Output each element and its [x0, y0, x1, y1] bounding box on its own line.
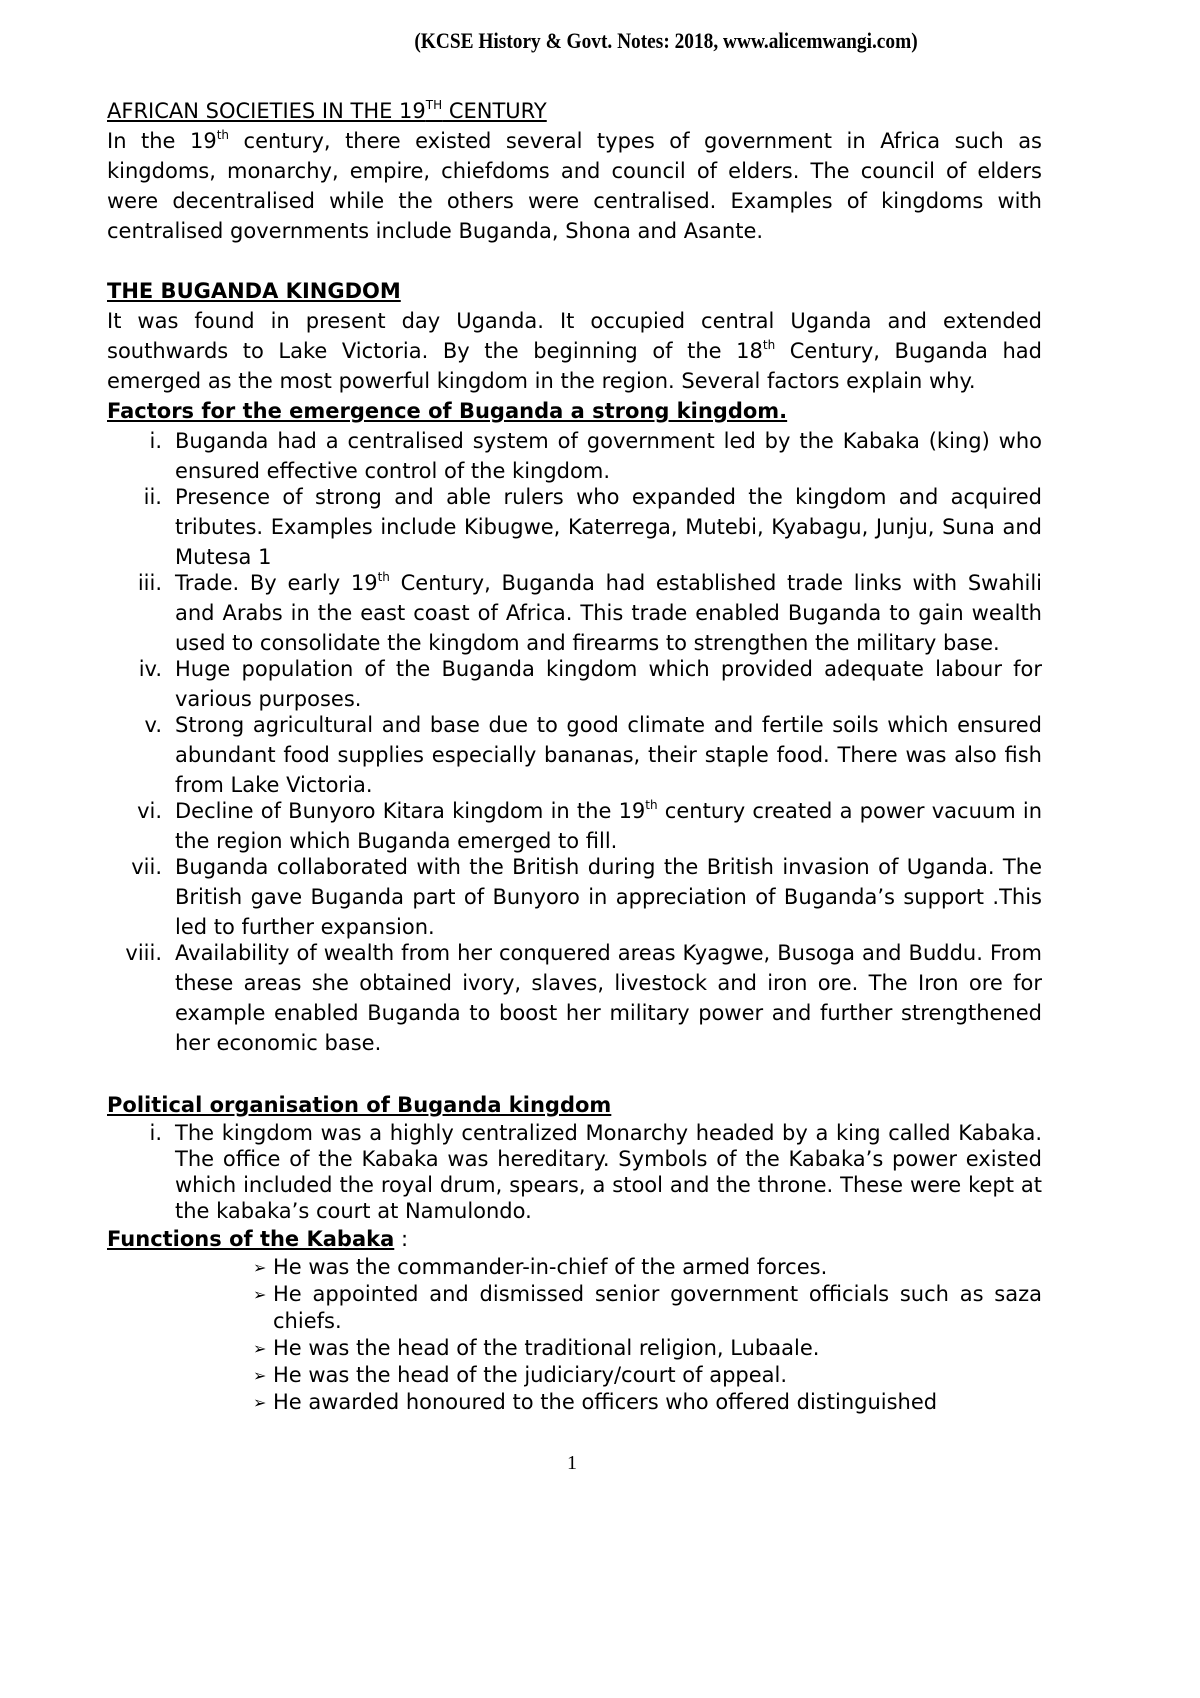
- arrow-bullet-icon: ➢: [253, 1339, 267, 1358]
- function-text: He was the head of the traditional religion, Lubaale.: [273, 1336, 820, 1360]
- function-text: He was the head of the judiciary/court of appeal.: [273, 1363, 788, 1387]
- buganda-paragraph: It was found in present day Uganda. It occupied central Uganda and extended southwards to Lake Victoria. By the beginning of the 18th Century, Buganda had emerged as the most powerful kingdom in the region. Several factors explain why.: [107, 309, 1042, 393]
- page-number: 1: [567, 1452, 577, 1474]
- text-part: century created a power vacuum in the region which Buganda emerged to fill.: [175, 799, 1042, 853]
- factor-item: [107, 796, 1042, 856]
- factor-text: [175, 426, 1042, 486]
- list-number: ii.: [143, 485, 162, 509]
- list-number: i.: [149, 1121, 162, 1145]
- text-part: Buganda had a centralised system of government led by the Kabaka (king) who ensured effective control of the kingdom.: [175, 429, 1042, 483]
- factor-item: [107, 710, 1042, 800]
- factor-text: [175, 568, 1042, 658]
- political-heading: Political organisation of Buganda kingdom: [107, 1093, 612, 1117]
- list-number: v.: [144, 713, 162, 737]
- function-item: [107, 1362, 1042, 1389]
- function-text: He awarded honoured to the officers who offered distinguished: [273, 1390, 938, 1414]
- text-part: Availability of wealth from her conquered areas Kyagwe, Busoga and Buddu. From these areas she obtained ivory, slaves, livestock and iron ore. The Iron ore for example enabled Buganda to boost her military power and further strengthened her economic base.: [175, 941, 1042, 1055]
- factor-text: [175, 938, 1042, 1058]
- document-body: AFRICAN SOCIETIES IN THE 19TH CENTURY In the 19th century, there existed several types of government in Africa such as kingdoms, monarchy, empire, chiefdoms and council of elders. The council of elders were decentralised while the others were centralised. Examples of kingdoms with centralised governments include Buganda, Shona and Asante. THE BUGANDA KINGDOM It was found in present day Uganda. It occupied central Uganda and extended southwards to Lake Victoria. By the beginning of the 18th Century, Buganda had emerged as the most powerful kingdom in the region. Several factors explain why. Factors for the emergence of Buganda a strong kingdom. i. Buganda had a centralised system of government led by the Kabaka (king) who ensured effective control of the kingdom. ii. Presence of strong and able rulers who expanded the kingdom and acquired tributes. Examples include Kibugwe, Katerrega, Mutebi, Kyabagu, Junju, Suna and Mutesa 1 iii. Trade. By early 19th Century, Buganda had established trade links with Swahili and Arabs in the east coast of Africa. This trade enabled Buganda to gain wealth used to consolidate the kingdom and firearms to strengthen the military base. iv. Huge population of the Buganda kingdom which provided adequate labour for various purposes. v. Strong agricultural and base due to good climate and fertile soils which ensured abundant food supplies especially bananas, their staple food. There was also fish from Lake Victoria. vi. Decline of Bunyoro Kitara kingdom in the 19th century created a power vacuum in the region which Buganda emerged to fill. vii. Buganda collaborated with the British during the British invasion of Uganda. The British gave Buganda part of Bunyoro in appreciation of Buganda’s support .This led to further expansion. viii. Availability of wealth from her conquered areas Kyagwe, Busoga and Buddu. From these areas she obtained ivory, slaves, livestock and iron ore. The Iron ore for example enabled Buganda to boost her military power and further strengthened her economic base. Political organisation of Buganda kingdom i. The kingdom was a highly centralized Monarchy headed by a king called Kabaka. The office of the Kabaka was hereditary. Symbols of the Kabaka’s power existed which included the royal drum, spears, a stool and the throne. These were kept at the kabaka’s court at Namulondo. Functions of the Kabaka : ➢ He was the commander-in-chief of the armed forces. ➢ He appointed and dismissed senior government officials such as saza chiefs. ➢ He was the head of the traditional religion, Lubaale. ➢ He was the head of the judiciary/court of appeal. ➢ He awarded honoured to the officers who offered distinguished: [107, 98, 1043, 1414]
- superscript: th: [645, 798, 658, 812]
- factors-heading: Factors for the emergence of Buganda a strong kingdom.: [107, 399, 788, 423]
- arrow-bullet-icon: ➢: [253, 1285, 267, 1304]
- list-number: vii.: [131, 855, 162, 879]
- list-number: iv.: [138, 657, 162, 681]
- text-part: Century, Buganda had established trade links with Swahili and Arabs in the east coast of Africa. This trade enabled Buganda to gain wealth used to consolidate the kingdom and firearms to strengthen the military base.: [175, 571, 1043, 655]
- function-item: [107, 1254, 1042, 1281]
- arrow-bullet-icon: ➢: [253, 1393, 267, 1412]
- text-part: Buganda collaborated with the British during the British invasion of Uganda. The British gave Buganda part of Bunyoro in appreciation of Buganda’s support .This led to further expansion.: [175, 855, 1042, 939]
- buganda-heading: THE BUGANDA KINGDOM: [107, 279, 401, 303]
- factor-item: [107, 426, 1042, 486]
- political-list: [107, 1120, 1042, 1224]
- list-number: viii.: [125, 941, 162, 965]
- political-item: [107, 1120, 1042, 1224]
- function-item: [107, 1389, 1042, 1416]
- intro-paragraph: In the 19th century, there existed several types of government in Africa such as kingdoms, monarchy, empire, chiefdoms and council of elders. The council of elders were decentralised while the others were centralised. Examples of kingdoms with centralised governments include Buganda, Shona and Asante.: [107, 128, 1043, 243]
- factor-item: [107, 654, 1042, 714]
- text-part: Huge population of the Buganda kingdom which provided adequate labour for various purposes.: [175, 657, 1042, 711]
- functions-heading: Functions of the Kabaka: [107, 1227, 395, 1251]
- factor-item: [107, 852, 1042, 942]
- factor-text: [175, 654, 1042, 714]
- list-number: i.: [149, 429, 162, 453]
- text-part: Decline of Bunyoro Kitara kingdom in the 19: [175, 799, 646, 823]
- text-part: Trade. By early 19: [175, 571, 378, 595]
- factor-item: [107, 568, 1042, 658]
- factor-item: [107, 482, 1042, 572]
- function-text: He appointed and dismissed senior government officials such as saza chiefs.: [273, 1282, 1042, 1333]
- superscript: th: [377, 570, 390, 584]
- factors-list: [107, 426, 1042, 1058]
- factor-text: [175, 852, 1042, 942]
- political-text: The kingdom was a highly centralized Monarchy headed by a king called Kabaka. The office of the Kabaka was hereditary. Symbols of the Kabaka’s power existed which included the royal drum, spears, a stool and the throne. These were kept at the kabaka’s court at Namulondo.: [175, 1121, 1042, 1223]
- document-title: AFRICAN SOCIETIES IN THE 19TH CENTURY: [107, 98, 547, 123]
- page-header: (KCSE History & Govt. Notes: 2018, www.alicemwangi.com): [414, 28, 918, 53]
- functions-list: [107, 1254, 1042, 1416]
- function-item: [107, 1281, 1042, 1335]
- function-item: [107, 1335, 1042, 1362]
- factor-text: [175, 710, 1042, 800]
- factor-text: [175, 796, 1042, 856]
- list-number: iii.: [137, 571, 162, 595]
- arrow-bullet-icon: ➢: [253, 1366, 267, 1385]
- function-text: He was the commander-in-chief of the armed forces.: [273, 1255, 828, 1279]
- factor-text: [175, 482, 1042, 572]
- text-part: Presence of strong and able rulers who expanded the kingdom and acquired tributes. Examples include Kibugwe, Katerrega, Mutebi, Kyabagu, Junju, Suna and Mutesa 1: [175, 485, 1042, 569]
- text-part: Strong agricultural and base due to good climate and fertile soils which ensured abundant food supplies especially bananas, their staple food. There was also fish from Lake Victoria.: [175, 713, 1042, 797]
- arrow-bullet-icon: ➢: [253, 1258, 267, 1277]
- list-number: vi.: [137, 799, 162, 823]
- factor-item: [107, 938, 1042, 1058]
